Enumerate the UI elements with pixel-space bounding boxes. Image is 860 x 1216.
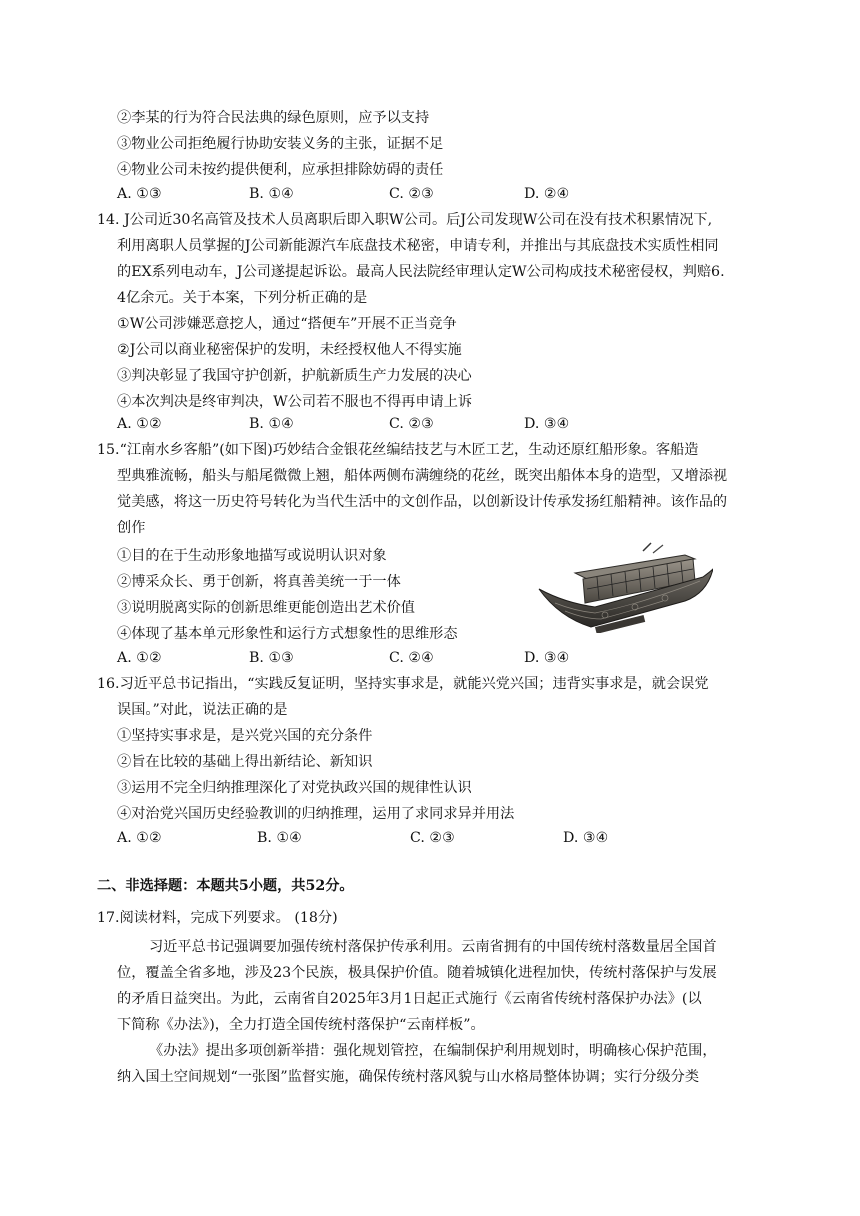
q14-choice-d: D. ③④ xyxy=(524,416,570,432)
q15-stem-line-4: 创作 xyxy=(117,520,146,536)
q17-para1-line-3: 的矛盾日益突出。为此，云南省自2025年3月1日起正式施行《云南省传统村落保护办法》(以 xyxy=(117,991,702,1007)
q14-choice-c: C. ②③ xyxy=(389,416,434,432)
q15-stem-line-1: 15.“江南水乡客船”(如下图)巧妙结合金银花丝编结技艺与木匠工艺，生动还原红船形象。客船造 xyxy=(97,442,699,458)
q17-para2-line-1: 《办法》提出多项创新举措：强化规划管控，在编制保护利用规划时，明确核心保护范围， xyxy=(149,1043,717,1059)
q16-item-1: ①坚持实事求是，是兴党兴国的充分条件 xyxy=(117,728,373,744)
q15-stem-line-2: 型典雅流畅，船头与船尾微微上翘，船体两侧布满缠绕的花丝，既突出船体本身的造型，又增添视 xyxy=(117,468,728,484)
q13-item-4: ④物业公司未按约提供便利，应承担排除妨碍的责任 xyxy=(117,162,444,178)
q13-choice-b: B. ①④ xyxy=(249,186,294,202)
q15-choice-c: C. ②④ xyxy=(389,650,434,666)
q17-para2-line-2: 纳入国土空间规划“一张图”监督实施，确保传统村落风貌与山水格局整体协调；实行分级分类 xyxy=(117,1069,700,1085)
q14-stem-line-2: 利用离职人员掌握的J公司新能源汽车底盘技术秘密，申请专利，并推出与其底盘技术实质性相同 xyxy=(117,238,719,254)
q14-choice-a: A. ①② xyxy=(117,416,162,432)
q17-para1-line-2: 位，覆盖全省多地，涉及23个民族，极具保护价值。随着城镇化进程加快，传统村落保护与发展 xyxy=(117,965,717,981)
q14-item-3: ③判决彰显了我国守护创新，护航新质生产力发展的决心 xyxy=(117,368,472,384)
section-heading: 二、非选择题：本题共5小题，共52分。 xyxy=(97,878,354,894)
q16-choice-d: D. ③④ xyxy=(563,830,609,846)
q13-choice-a: A. ①③ xyxy=(117,186,162,202)
q13-item-2: ②李某的行为符合民法典的绿色原则，应予以支持 xyxy=(117,110,430,126)
q16-stem-line-1: 16.习近平总书记指出，“实践反复证明，坚持实事求是，就能兴党兴国；违背实事求是，就会误党 xyxy=(97,676,709,692)
q14-item-1: ①W公司涉嫌恶意挖人，通过“搭便车”开展不正当竞争 xyxy=(117,316,457,332)
q15-stem-line-3: 觉美感，将这一历史符号转化为当代生活中的文创作品，以创新设计传承发扬红船精神。该作品的 xyxy=(117,494,728,510)
q16-stem-line-2: 误国。”对此，说法正确的是 xyxy=(117,702,288,718)
q13-item-3: ③物业公司拒绝履行协助安装义务的主张，证据不足 xyxy=(117,136,444,152)
q17-para1-line-1: 习近平总书记强调要加强传统村落保护传承利用。云南省拥有的中国传统村落数量居全国首 xyxy=(149,939,717,955)
q15-choice-d: D. ③④ xyxy=(524,650,570,666)
q13-choice-d: D. ②④ xyxy=(524,186,570,202)
q15-item-4: ④体现了基本单元形象性和运行方式想象性的思维形态 xyxy=(117,626,458,642)
q15-item-1: ①目的在于生动形象地描写或说明认识对象 xyxy=(117,548,387,564)
q14-stem-line-3: 的EX系列电动车，J公司遂提起诉讼。最高人民法院经审理认定W公司构成技术秘密侵权，判赔6. xyxy=(117,264,725,280)
q15-choice-b: B. ①③ xyxy=(249,650,294,666)
q14-item-4: ④本次判决是终审判决，W公司若不服也不得再申请上诉 xyxy=(117,394,473,410)
q16-choice-a: A. ①② xyxy=(117,830,162,846)
q14-choice-b: B. ①④ xyxy=(249,416,294,432)
q16-choice-c: C. ②③ xyxy=(410,830,455,846)
q13-choice-c: C. ②③ xyxy=(389,186,434,202)
q14-item-2: ②J公司以商业秘密保护的发明，未经授权他人不得实施 xyxy=(117,342,462,358)
q14-stem-line-4: 4亿余元。关于本案，下列分析正确的是 xyxy=(117,290,368,306)
q16-choice-b: B. ①④ xyxy=(257,830,302,846)
q15-choice-a: A. ①② xyxy=(117,650,162,666)
q16-item-4: ④对治党兴国历史经验教训的归纳推理，运用了求同求异并用法 xyxy=(117,806,515,822)
q15-item-2: ②博采众长、勇于创新，将真善美统一于一体 xyxy=(117,574,401,590)
q17-para1-line-4: 下简称《办法》)，全力打造全国传统村落保护“云南样板”。 xyxy=(117,1017,485,1033)
red-boat-model-photo-icon xyxy=(535,541,713,633)
q15-item-3: ③说明脱离实际的创新思维更能创造出艺术价值 xyxy=(117,600,415,616)
q17-stem: 17.阅读材料，完成下列要求。 (18分) xyxy=(97,910,338,926)
q16-item-3: ③运用不完全归纳推理深化了对党执政兴国的规律性认识 xyxy=(117,780,472,796)
q14-stem-line-1: 14. J公司近30名高管及技术人员离职后即入职W公司。后J公司发现W公司在没有技术积累情况下, xyxy=(97,212,713,228)
q16-item-2: ②旨在比较的基础上得出新结论、新知识 xyxy=(117,754,373,770)
